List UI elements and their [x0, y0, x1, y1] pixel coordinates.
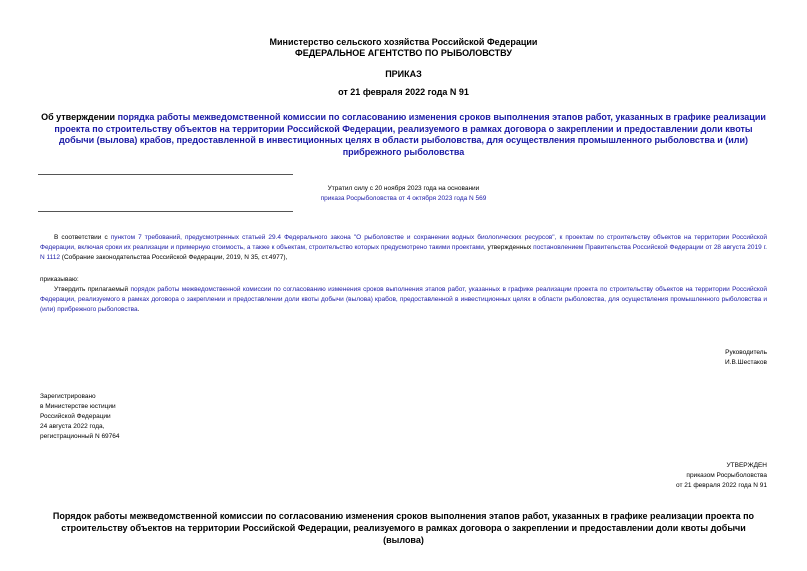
title-prefix: Об утверждении [41, 112, 118, 122]
approve-text-1: Утвердить прилагаемый [54, 286, 131, 293]
status-link[interactable]: приказа Росрыболовства от 4 октября 2023 года N 569 [320, 195, 487, 202]
registration-line: регистрационный N 69764 [40, 433, 120, 440]
approve-paragraph [40, 285, 767, 315]
registration-line: Зарегистрировано [40, 393, 96, 400]
preamble-law-link[interactable]: пунктом 7 требований, предусмотренных статьей 29.4 Федерального закона "О рыболовстве и сохранении водных биологических ресурсов", к проектам по строительству объектов на территории Российской Федерации, включая сроки их реализации и примерную стоимость, а также к объектам, строительство которых предусмотрено такими проектами [40, 234, 767, 251]
approved-block [567, 461, 767, 491]
approved-line: приказом Росрыболовства [686, 472, 767, 479]
divider-top [38, 174, 293, 175]
approved-line: УТВЕРЖДЕН [726, 462, 767, 469]
approve-text-2: . [137, 306, 140, 313]
approve-link[interactable]: порядок работы межведомственной комиссии по согласованию изменения сроков выполнения этапов работ, указанных в графике реализации проекта по строительству объектов на территории Российской Федерации, реализуемого в рамках договора о закреплении и предоставлении доли квоты добычи (вылова) крабов, предоставленной в инвестиционных целях в области рыболовства, для осуществления промышленного рыболовства и (или) прибрежного рыболовства [40, 286, 767, 313]
order-word: приказываю: [40, 276, 79, 283]
signature-block [567, 348, 767, 368]
preamble-text-1: В соответствии с [54, 234, 111, 241]
preamble-text-2: , утвержденных [483, 244, 534, 251]
ministry-name: Министерство сельского хозяйства Российской Федерации [269, 37, 538, 47]
procedure-title: Порядок работы межведомственной комиссии по согласованию изменения сроков выполнения этапов работ, указанных в графике реализации проекта по строительству объектов на территории Российской Федерации, реализуемого в рамках договора о закреплении и предоставлении доли квоты добычи (вылова) [52, 511, 755, 545]
registration-block [40, 392, 240, 442]
agency-name: ФЕДЕРАЛЬНОЕ АГЕНТСТВО ПО РЫБОЛОВСТВУ [295, 48, 512, 58]
status-line: Утратил силу с 20 ноября 2023 года на основании [327, 185, 480, 192]
preamble-paragraph [40, 233, 767, 263]
preamble-text-3: (Собрание законодательства Российской Федерации, 2019, N 35, ст.4977), [60, 254, 288, 261]
document-title [40, 112, 767, 158]
document-header [0, 37, 807, 59]
registration-line: 24 августа 2022 года, [40, 423, 105, 430]
signature-name: И.В.Шестаков [725, 359, 767, 366]
document-date: от 21 февраля 2022 года N 91 [338, 87, 469, 97]
signature-role: Руководитель [725, 349, 767, 356]
document-type: ПРИКАЗ [385, 69, 422, 79]
status-note [220, 184, 587, 204]
title-link[interactable]: порядка работы межведомственной комиссии по согласованию изменения сроков выполнения этапов работ, указанных в графике реализации проекта по строительству объектов на территории Российской Федерации, реализуемого в рамках договора о закреплении и предоставлении доли квоты добычи (вылова) крабов, предоставленной в инвестиционных целях в области рыболовства, для осуществления промышленного рыболовства и (или) прибрежного рыболовства [54, 112, 766, 157]
preamble-decree-link[interactable]: постановлением Правительства Российской Федерации от 28 августа 2019 г. N 1112 [40, 244, 767, 261]
divider-bottom [38, 211, 293, 212]
registration-line: в Министерстве юстиции [40, 403, 116, 410]
registration-line: Российской Федерации [40, 413, 111, 420]
approved-line: от 21 февраля 2022 года N 91 [676, 482, 767, 489]
